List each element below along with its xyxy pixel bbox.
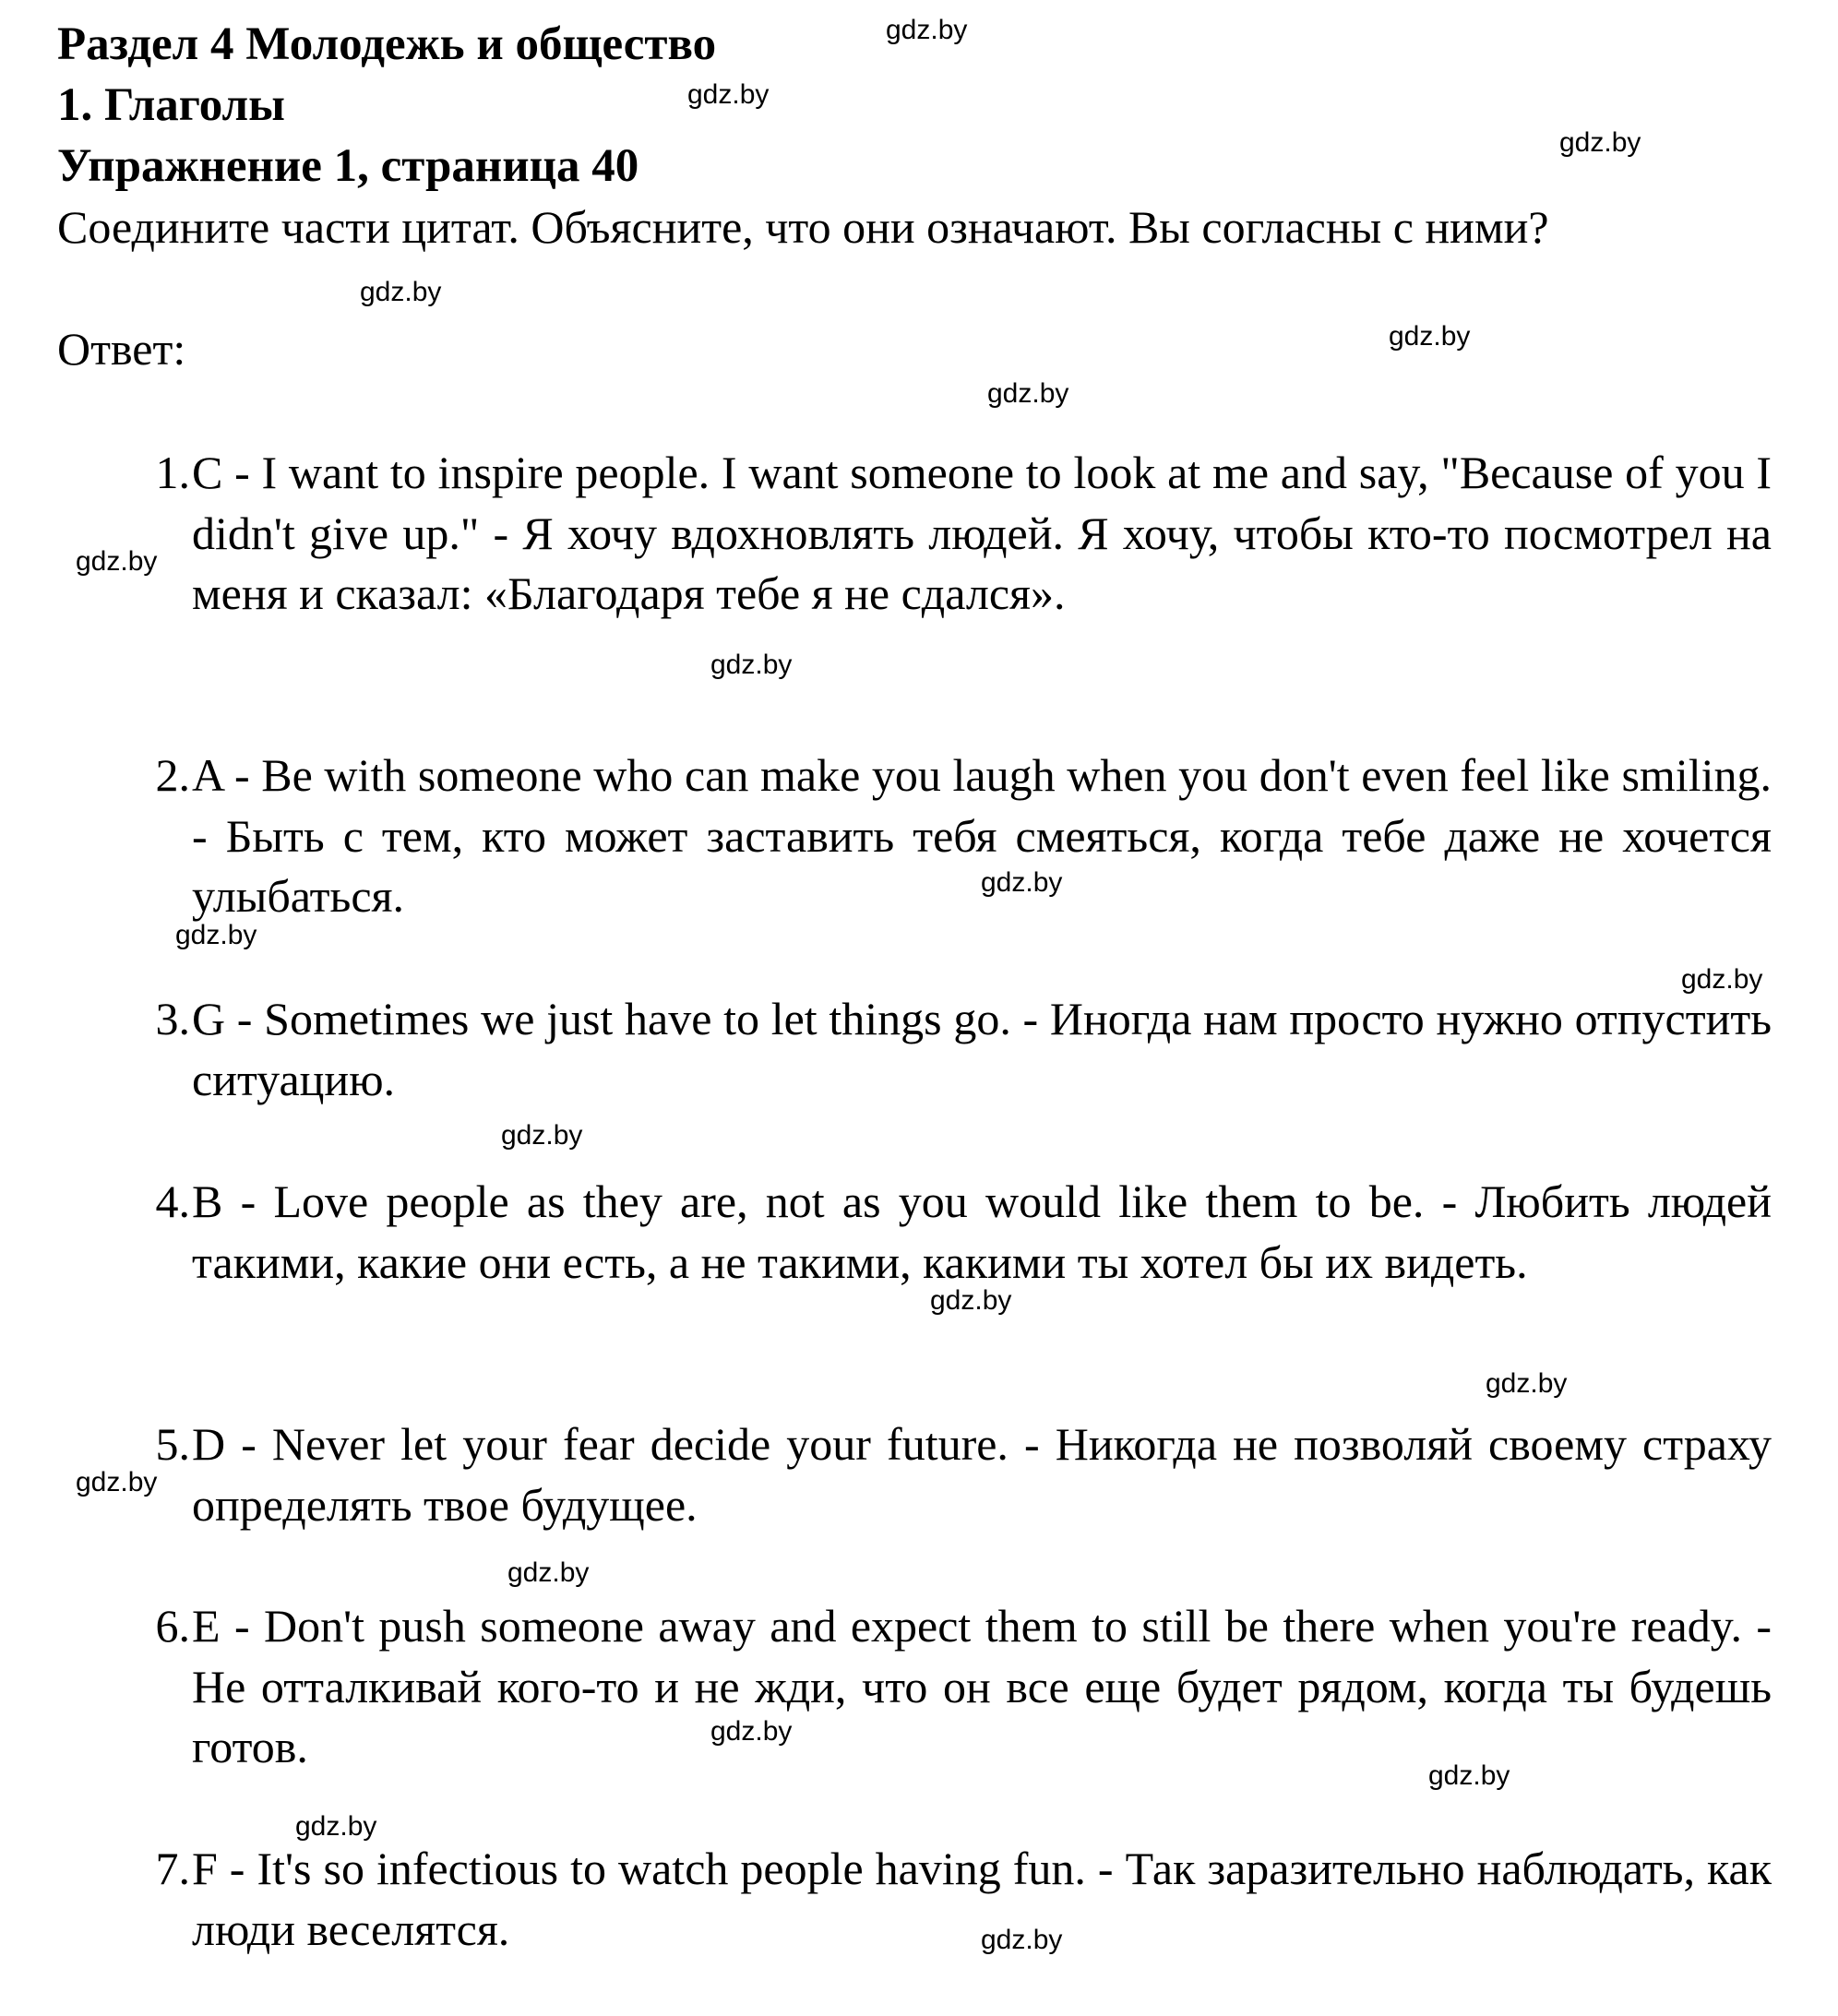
item-text: F - It's so infectious to watch people having fun. - Так заразительно наблюдать, как люди веселятся. bbox=[192, 1843, 1772, 1955]
watermark: gdz.by bbox=[1389, 321, 1471, 352]
item-number: 2. bbox=[155, 749, 190, 801]
answer-label: Ответ: bbox=[57, 323, 186, 375]
item-number: 7. bbox=[155, 1843, 190, 1894]
watermark: gdz.by bbox=[360, 277, 442, 307]
watermark: gdz.by bbox=[886, 15, 968, 45]
watermark: gdz.by bbox=[930, 1285, 1012, 1316]
watermark: gdz.by bbox=[1486, 1368, 1568, 1399]
item-number: 5. bbox=[155, 1418, 190, 1470]
watermark: gdz.by bbox=[981, 1925, 1063, 1955]
subsection-title: 1. Глаголы bbox=[57, 79, 285, 131]
item-text: E - Don't push someone away and expect them to still be there when you're ready. - Не отталкивай кого-то и не жди, что он все еще будет рядом, когда ты будешь готов. bbox=[192, 1600, 1772, 1772]
item-number: 4. bbox=[155, 1175, 190, 1227]
watermark: gdz.by bbox=[981, 867, 1063, 898]
item-text: A - Be with someone who can make you laugh when you don't even feel like smiling. - Быть с тем, кто может заставить тебя смеяться, когда тебе даже не хочется улыбаться. bbox=[192, 749, 1772, 922]
item-text: G - Sometimes we just have to let things go. - Иногда нам просто нужно отпустить ситуацию. bbox=[192, 993, 1772, 1105]
watermark: gdz.by bbox=[175, 920, 257, 950]
item-text: B - Love people as they are, not as you would like them to be. - Любить людей такими, какие они есть, а не такими, какими ты хотел бы их видеть. bbox=[192, 1175, 1772, 1288]
item-text: C - I want to inspire people. I want someone to look at me and say, "Because of you I didn't give up." - Я хочу вдохновлять людей. Я хочу, чтобы кто-то посмотрел на меня и сказал: «Благодаря тебе я не сдался». bbox=[192, 447, 1772, 619]
watermark: gdz.by bbox=[1559, 127, 1641, 158]
watermark: gdz.by bbox=[76, 1467, 158, 1497]
item-number: 6. bbox=[155, 1600, 190, 1652]
watermark: gdz.by bbox=[710, 650, 793, 680]
exercise-title: Упражнение 1, страница 40 bbox=[57, 140, 639, 192]
watermark: gdz.by bbox=[501, 1120, 583, 1151]
watermark: gdz.by bbox=[507, 1557, 590, 1588]
watermark: gdz.by bbox=[1681, 964, 1763, 995]
watermark: gdz.by bbox=[987, 378, 1069, 409]
watermark: gdz.by bbox=[1428, 1760, 1510, 1791]
item-number: 3. bbox=[155, 993, 190, 1044]
task-text: Соедините части цитат. Объясните, что они означают. Вы согласны с ними? bbox=[57, 201, 1549, 253]
watermark: gdz.by bbox=[295, 1811, 377, 1842]
item-text: D - Never let your fear decide your future. - Никогда не позволяй своему страху определять твое будущее. bbox=[192, 1418, 1772, 1531]
item-number: 1. bbox=[155, 447, 190, 498]
watermark: gdz.by bbox=[76, 546, 158, 577]
watermark: gdz.by bbox=[687, 79, 770, 110]
watermark: gdz.by bbox=[710, 1716, 793, 1747]
section-title: Раздел 4 Молодежь и общество bbox=[57, 18, 717, 70]
